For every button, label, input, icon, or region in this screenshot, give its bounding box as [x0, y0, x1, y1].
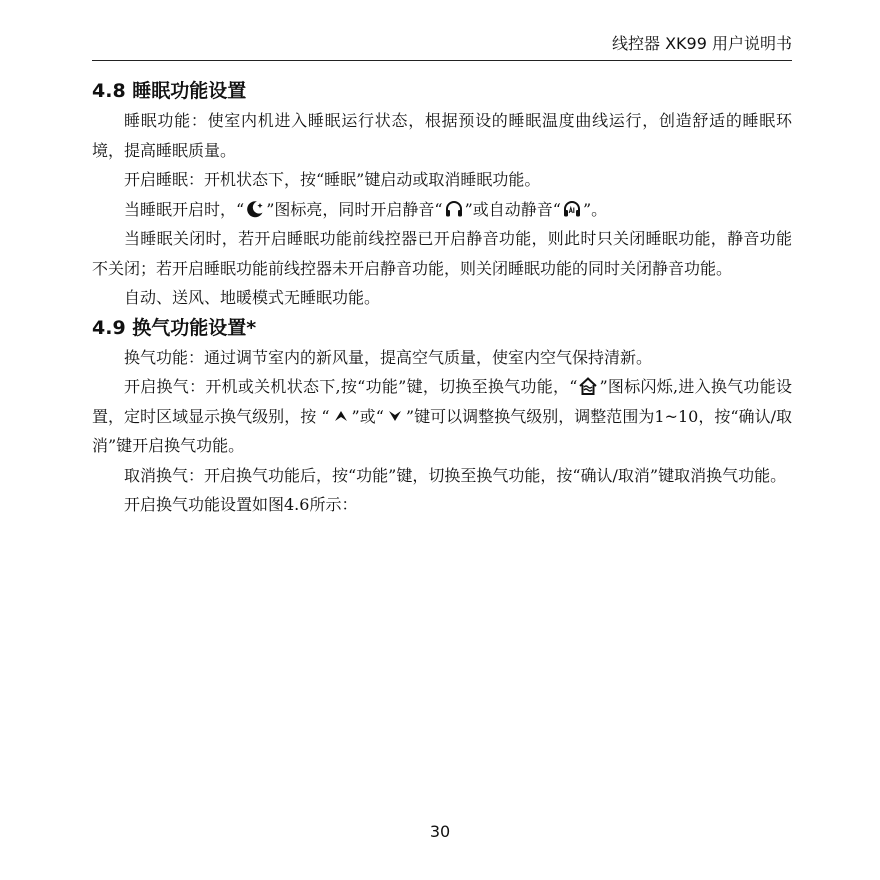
paragraph: 开启睡眠：开机状态下，按“睡眠”键启动或取消睡眠功能。	[124, 170, 541, 189]
moon-star-icon	[245, 199, 265, 219]
house-ventilation-icon	[578, 376, 598, 396]
paragraph: 当睡眠关闭时，若开启睡眠功能前线控器已开启静音功能，则此时只关闭睡眠功能，静音功能不关闭；若开启睡眠功能前线控器未开启静音功能，则关闭睡眠功能的同时关闭静音功能。	[92, 229, 792, 278]
paragraph: 睡眠功能：使室内机进入睡眠运行状态，根据预设的睡眠温度曲线运行，创造舒适的睡眠环境，提高睡眠质量。	[92, 111, 792, 160]
section-heading-4-9: 4.9 换气功能设置*	[92, 316, 257, 339]
header-title: 线控器 XK99 用户说明书	[612, 34, 792, 53]
paragraph: 开启换气功能设置如图4.6所示：	[124, 495, 358, 514]
paragraph: 换气功能：通过调节室内的新风量，提高空气质量，使室内空气保持清新。	[124, 347, 653, 367]
down-arrow-icon	[385, 406, 405, 426]
section-heading-4-8: 4.8 睡眠功能设置	[92, 80, 247, 102]
paragraph: 自动、送风、地暖模式无睡眠功能。	[124, 288, 381, 307]
paragraph-ventilation-icons: 开启换气：开机或关机状态下,按“功能”键，切换至换气功能，“ ”图标闪烁,进入换气功能设置，定时区域显示换气级别，按 “ ”或“ ”键可以调整换气级别，调整范围为1~10，按“确认/取消”键开启换气功能。	[92, 377, 792, 455]
auto-headphones-icon	[562, 199, 582, 219]
up-arrow-icon	[331, 406, 351, 426]
paragraph: 取消换气：开启换气功能后，按“功能”键，切换至换气功能，按“确认/取消”键取消换气功能。	[124, 465, 787, 485]
headphones-icon	[444, 199, 464, 219]
page-number: 30	[429, 822, 451, 841]
page-header	[92, 30, 792, 61]
page-content	[92, 76, 792, 520]
paragraph-sleep-icons: 当睡眠开启时，“ ”图标亮，同时开启静音“ ”或自动静音“ ”。	[124, 199, 608, 219]
